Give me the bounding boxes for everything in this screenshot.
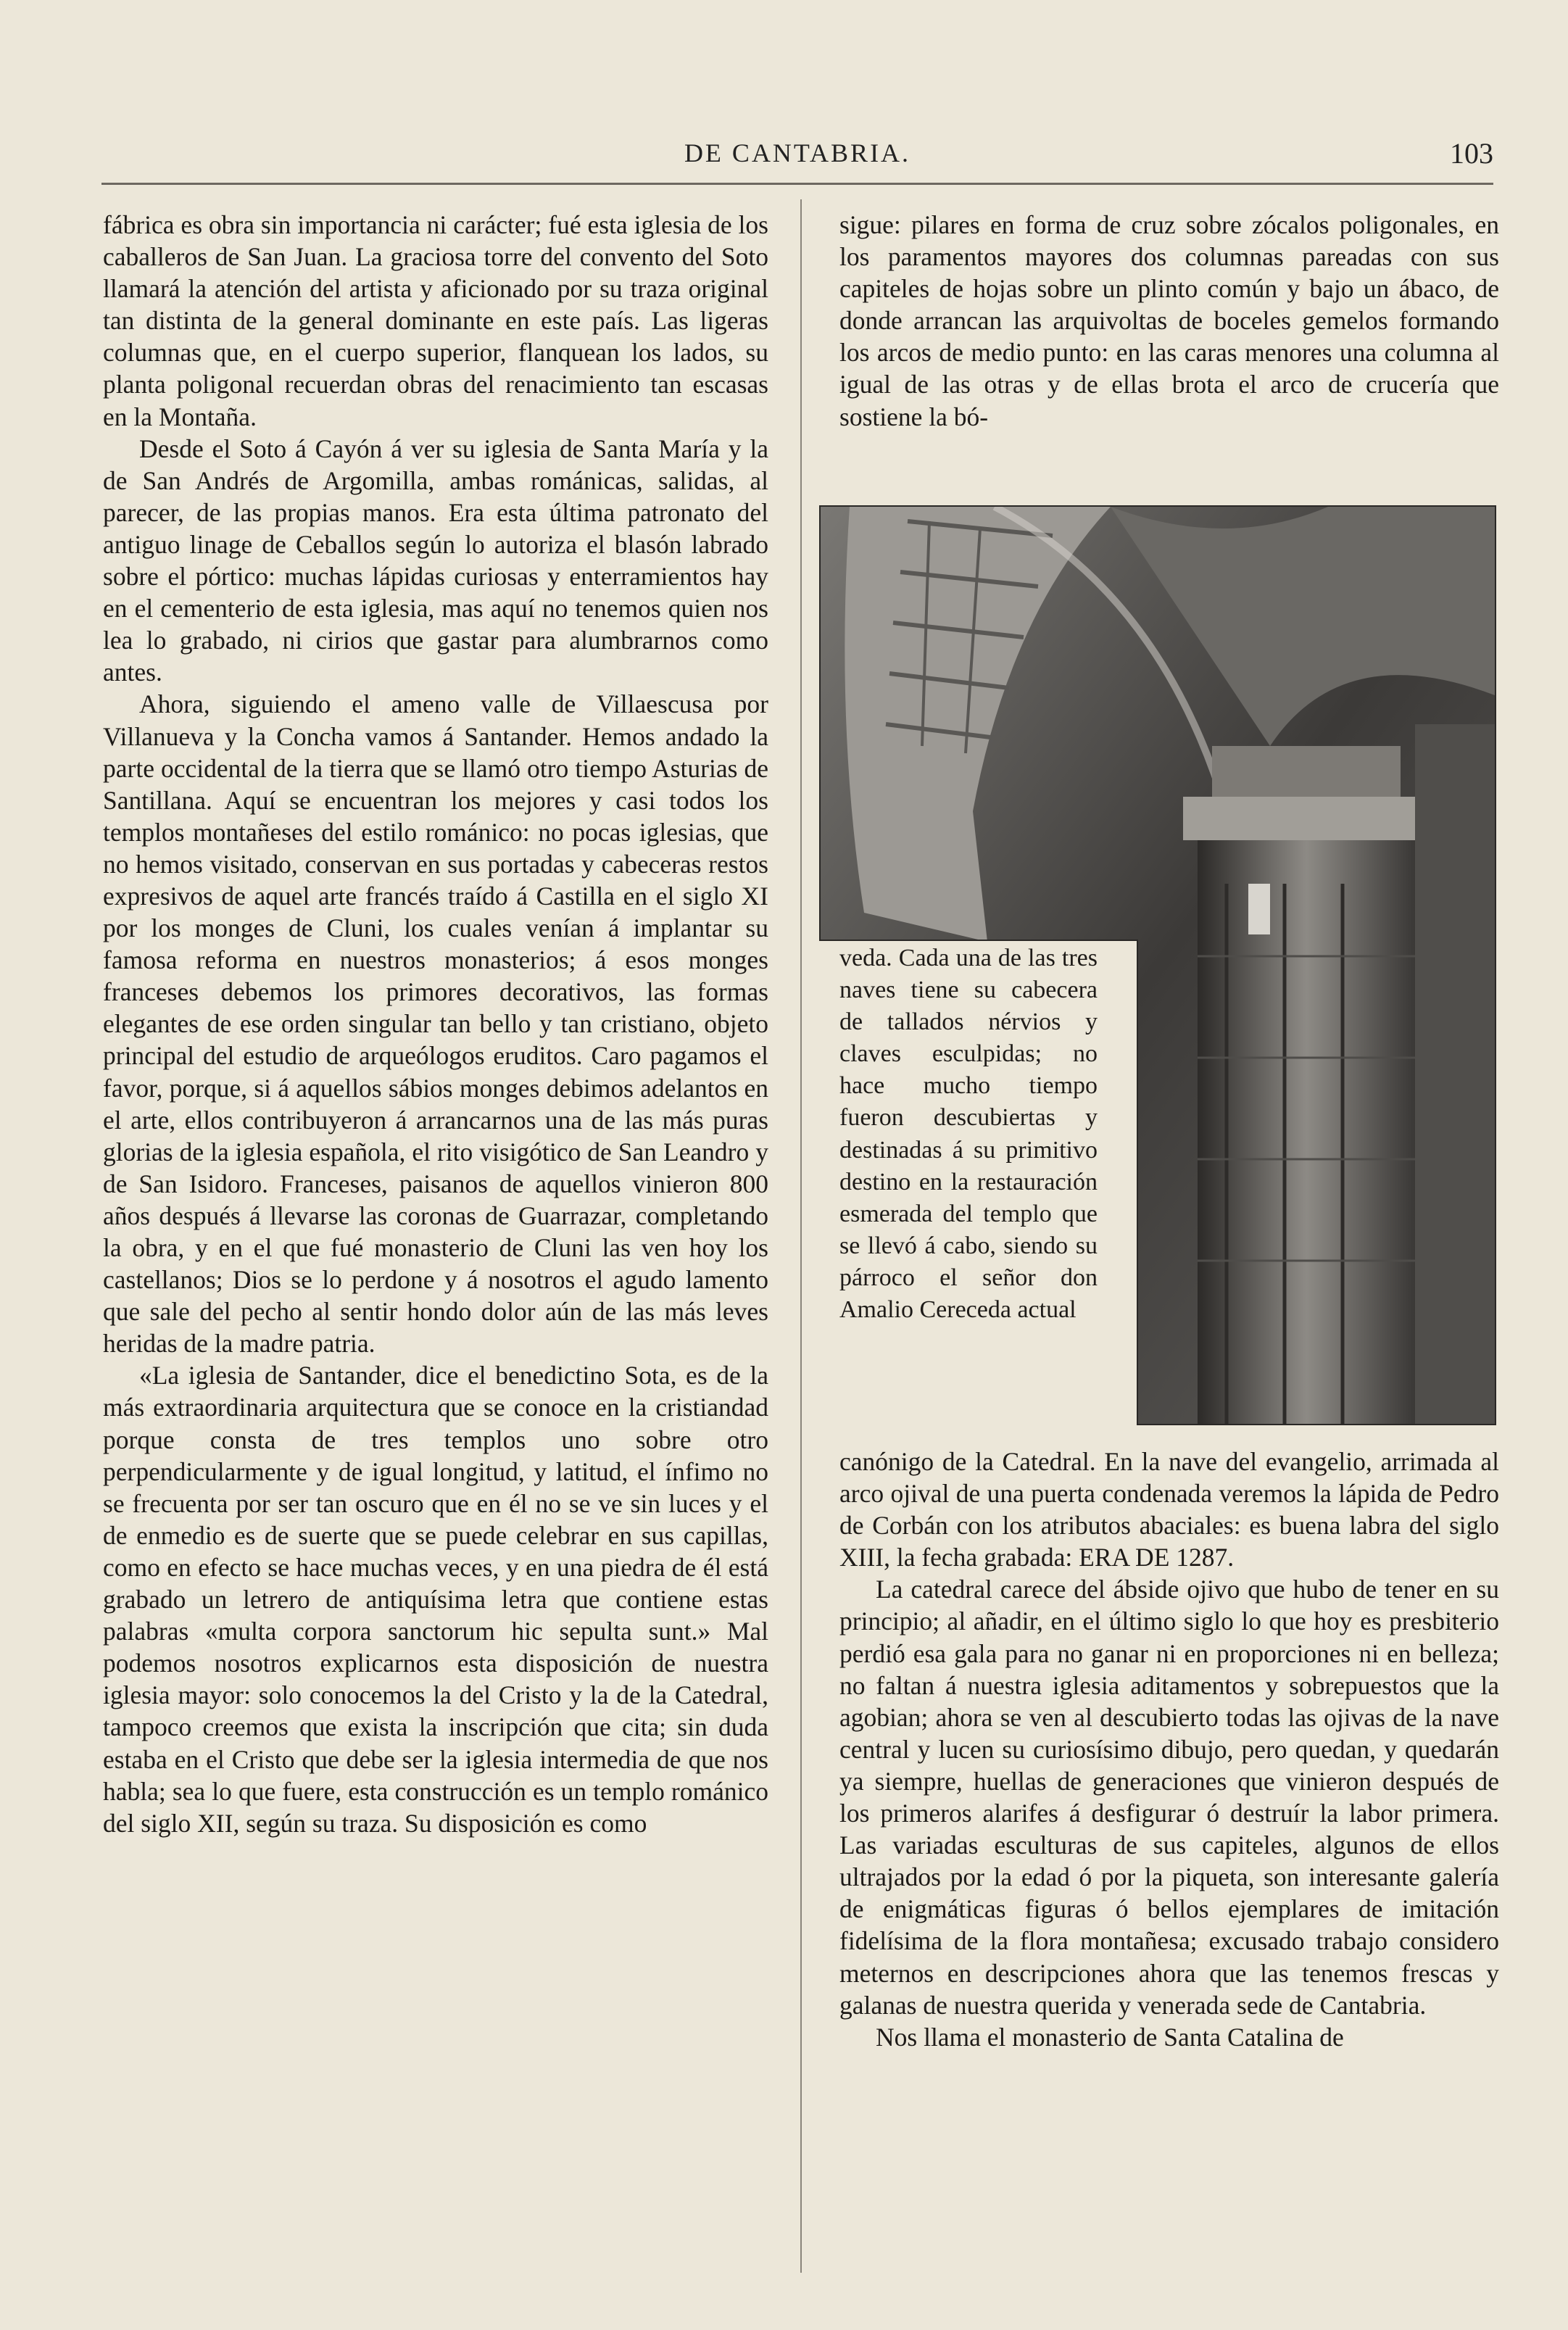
- paragraph: veda. Cada una de las tres naves tiene su cabecera de tallados nérvios y claves esculpidas; no hace mucho tiempo fueron descubiertas y destinadas á su primitivo destino en la restauración esmerada del templo que se llevó á cabo, siendo su párroco el señor don Amalio Cereceda actual: [839, 945, 1098, 1324]
- page-number: 103: [1450, 137, 1493, 170]
- paragraph: «La iglesia de Santander, dice el benedictino Sota, es de la más extraordinaria arquitectura que se conoce en la cristiandad porque consta de tres templos uno sobre otro perpendicularmente y de igual longitud, y latitud, el ínfimo no se frecuenta por ser tan oscuro que en él no se ve sin luces y el de enmedio es de suerte que se puede celebrar en sus capillas, como en efecto se hace muchas veces, y en una piedra de él está grabado un letrero de antiquísima letra que contiene estas palabras «multa corpora sanctorum hic sepulta sunt.» Mal podemos nosotros explicarnos esta disposición de nuestra iglesia mayor: solo conocemos la del Cristo y la de la Catedral, tampoco creemos que exista la inscripción que cita; sin duda estaba en el Cristo que debe ser la iglesia intermedia de que nos habla; sea lo que fuere, esta construcción es un templo románico del siglo XII, según su traza. Su disposición es como: [103, 1361, 768, 1838]
- paragraph: La catedral carece del ábside ojivo que hubo de tener en su principio; al añadir, en el último siglo lo que hoy es presbiterio perdió esa gala para no ganar ni en proporciones ni en belleza; no faltan á nuestra iglesia aditamentos y sobrepuestos que la agobian; ahora se ven al descubierto todas las ojivas de la nave central y lucen su curiosísimo dibujo, pero quedan, y quedarán ya siempre, huellas de generaciones que vinieron después de los primeros alarifes á desfigurar ó destruír la labor primera. Las variadas esculturas de sus capiteles, algunos de ellos ultrajados por la edad ó por la piqueta, son interesante galería de enigmáticas figuras ó bellos ejemplares de imitación fidelísima de la flora montañesa; excusado trabajo considero meternos en descripciones ahora que las tenemos frescas y galanas de nuestra querida y venerada sede de Cantabria.: [839, 1575, 1499, 2020]
- page-header: [101, 130, 1493, 174]
- right-column-narrow: [839, 942, 1098, 1326]
- running-title: DE CANTABRIA.: [684, 138, 911, 167]
- right-column-bottom: [839, 1446, 1499, 2053]
- paragraph: canónigo de la Catedral. En la nave del evangelio, arrimada al arco ojival de una puerta condenada veremos la lápida de Pedro de Corbán con los atributos abaciales: es buena labra del siglo XIII, la fecha grabada: ERA DE 1287.: [839, 1447, 1499, 1572]
- column-divider: [800, 199, 802, 2273]
- paragraph: Desde el Soto á Cayón á ver su iglesia de Santa María y la de San Andrés de Argomilla, ambas románicas, salidas, al parecer, de las propias manos. Era esta última patronato del antiguo linage de Ceballos según lo autoriza el blasón labrado sobre el pórtico: muchas lápidas curiosas y enterramientos hay en el cementerio de esta iglesia, mas aquí no tenemos quien nos lea lo grabado, ni cirios que gastar para alumbrarnos como antes.: [103, 434, 768, 687]
- left-column: [103, 209, 768, 1839]
- paragraph: Ahora, siguiendo el ameno valle de Villaescusa por Villanueva y la Concha vamos á Santander. Hemos andado la parte occidental de la tierra que se llamó otro tiempo Asturias de Santillana. Aquí se encuentran los mejores y casi todos los templos montañeses del estilo románico: no pocas iglesias, que no hemos visitado, conservan en sus portadas y cabeceras restos expresivos de aquel arte francés traído á Castilla en el siglo XI por los monges de Cluni, los cuales venían á implantar su famosa reforma en nuestros monasterios; á esos monges franceses debemos los primores decorativos, las formas elegantes de ese orden singular tan bello y tan cristiano, objeto principal del estudio de arqueólogos eruditos. Caro pagamos el favor, porque, si á aquellos sábios monges debimos adelantos en el arte, ellos contribuyeron á arrancarnos una de las más puras glorias de la iglesia española, el rito visigótico de San Leandro y de San Isidoro. Franceses, paisanos de aquellos vinieron 800 años después á llevarse las coronas de Guarrazar, completando la obra, y en el que fué monasterio de Cluni las ven hoy los castellanos; Dios se lo perdone y á nosotros el agudo lamento que sale del pecho al sentir hondo dolor aún de las más leves heridas de la madre patria.: [103, 689, 768, 1359]
- paragraph: fábrica es obra sin importancia ni carácter; fué esta iglesia de los caballeros de San Juan. La graciosa torre del convento del Soto llamará la atención del artista y aficionado por su traza original tan distinta de la general dominante en este país. Las ligeras columnas que, en el cuerpo superior, flanquean los lados, su planta poligonal recuerdan obras del renacimiento tan escasas en la Montaña.: [103, 210, 768, 431]
- paragraph: Nos llama el monasterio de Santa Catalina de: [876, 2022, 1344, 2052]
- right-column-top: [839, 209, 1499, 433]
- paragraph: sigue: pilares en forma de cruz sobre zócalos poligonales, en los paramentos mayores dos columnas pareadas con sus capiteles de hojas sobre un plinto común y bajo un ábaco, de donde arrancan las arquivoltas de boceles gemelos formando los arcos de medio punto: en las caras menores una columna al igual de las otras y de ellas brota el arco de crucería que sostiene la bó-: [839, 210, 1499, 431]
- header-rule: [101, 183, 1493, 185]
